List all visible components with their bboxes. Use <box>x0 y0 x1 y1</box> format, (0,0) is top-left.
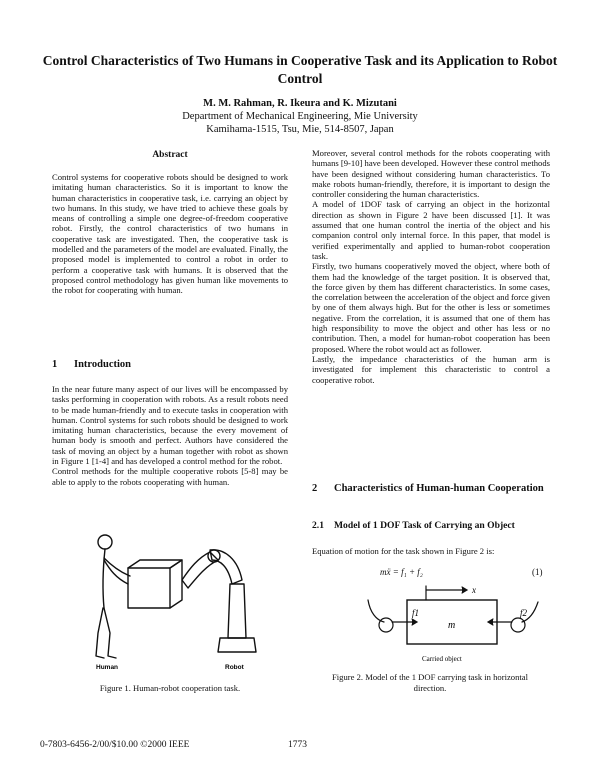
equation-number: (1) <box>532 567 543 577</box>
box-side <box>170 560 182 608</box>
robot-base <box>218 638 256 652</box>
figure-1-caption: Figure 1. Human-robot cooperation task. <box>99 683 241 693</box>
right-hand-grip <box>511 618 525 632</box>
label-m: m <box>448 620 456 631</box>
box-front <box>128 568 170 608</box>
abstract-paragraph: Control systems for cooperative robots should be designed to work imitating human characteristics. So it is important to know the human characteristics in cooperative task, i.e. carrying an object by two humans. In this study, we have tried to achieve these goals by means of controlling a simple one degree-of-freedom cooperative robot. Firstly, the control characteristics of two humans in cooperative task are investigated. Then, the cooperative task is modelled and the parameters of the model are evaluated. Finally, the proposed model is implemented to control a robot in order to perform a cooperative task with humans. It is observed that the proposed control methodology has given human like movements to the robot for cooperating with human. <box>52 172 288 296</box>
figure-1-label-robot: Robot <box>225 664 244 671</box>
section-title: Introduction <box>74 359 131 370</box>
section-1-heading <box>52 358 131 372</box>
figure-1-label-human: Human <box>96 664 119 671</box>
authors: M. M. Rahman, R. Ikeura and K. Mizutani <box>203 98 397 109</box>
section-2-1-heading <box>312 520 550 532</box>
page-number: 1773 <box>288 740 307 750</box>
section-2-heading <box>312 482 550 496</box>
box-top <box>128 560 182 568</box>
author-block <box>40 97 560 136</box>
address: Kamihama-1515, Tsu, Mie, 514-8507, Japan <box>206 124 394 135</box>
robot-forearm <box>182 552 218 588</box>
label-f1: f1 <box>412 608 420 618</box>
human-arm-back <box>104 560 128 584</box>
paragraph-model: A model of 1DOF task of carrying an object in the horizontal direction as shown in Figure 2 have been discussed [1]. It was assumed that one human control the inertia of the object and his companion control only internal force. In this paper, that model is verified experimentally and applied to human-robot cooperation task. <box>312 199 550 261</box>
figure-1-illustration <box>70 528 280 673</box>
equation: mẍ = f₁ + f₂ <box>380 567 423 577</box>
f2-arrow-head <box>488 619 493 625</box>
section-number: 2 <box>312 483 318 494</box>
x-arrow-head <box>462 587 467 593</box>
left-arm-line <box>368 600 384 622</box>
human-leg-front <box>104 608 116 658</box>
label-x: x <box>472 585 476 595</box>
right-column-text <box>312 148 550 385</box>
abstract-text <box>52 172 288 296</box>
introduction-text <box>52 384 288 487</box>
abstract-heading: Abstract <box>152 150 188 160</box>
paragraph-firstly: Firstly, two humans cooperatively moved the object, where both of them had the knowledge of the target position. It is observed that, the force given by them has different characteristics. In some cases, the correlation between the acceleration of the object and force given by one of them always high. But for the other is less or sometimes negative. From the correlation, it is assumed that one of them has high responsibility to move the object and other has less or no contribution. Then, a model for human-robot cooperation has been proposed. Where the robot would act as follower. <box>312 261 550 354</box>
left-hand-grip <box>379 618 393 632</box>
paragraph-cont: Moreover, several control methods for the robots cooperating with humans [9-10] have been developed. However these control methods have been designed without considering human characteristics. To make robots human-friendly, therefore, it is important to design the controller considering the human characteristics. <box>312 148 550 200</box>
section-number: 1 <box>52 359 58 370</box>
robot-column <box>228 584 246 638</box>
label-f2: f2 <box>520 608 528 618</box>
affiliation: Department of Mechanical Engineering, Mie University <box>182 111 418 122</box>
robot-upper-arm <box>210 550 242 584</box>
intro-paragraph-1: In the near future many aspect of our lives will be encompassed by tasks performing in cooperation with robots. As a result robots need to be made human-friendly and to execute tasks in cooperation with human. Control systems for such robots should be designed to work imitating human characteristics, because the every movement of human body is smooth and perfect. Authors have considered the task of moving an object by a human together with robot as shown in Figure 1 [1-4] and has developed a control method for the robot. <box>52 384 288 467</box>
paragraph-lastly: Lastly, the impedance characteristics of the human arm is investigated for implement this characteristic to control a cooperative robot. <box>312 353 550 385</box>
human-leg-back <box>96 608 104 658</box>
label-carried-object: Carried object <box>422 655 462 663</box>
paper-title: Control Characteristics of Two Humans in Cooperative Task and its Application to Robot Control <box>42 53 558 86</box>
subsection-number: 2.1 <box>312 520 324 531</box>
figure-2-caption: Figure 2. Model of the 1 DOF carrying task in horizontal direction. <box>332 672 528 693</box>
intro-paragraph-2: Control methods for the multiple cooperative robots [5-8] may be able to apply to the robots cooperating with human. <box>52 466 288 487</box>
footer-copyright: 0-7803-6456-2/00/$10.00 ©2000 IEEE <box>40 740 190 750</box>
section-title: Characteristics of Human-human Cooperation <box>334 483 544 494</box>
figure-2-diagram <box>362 582 542 668</box>
subsection-title: Model of 1 DOF Task of Carrying an Object <box>334 520 515 531</box>
f1-arrow-head <box>412 619 417 625</box>
equation-intro: Equation of motion for the task shown in Figure 2 is: <box>312 546 495 556</box>
human-head <box>98 535 112 549</box>
